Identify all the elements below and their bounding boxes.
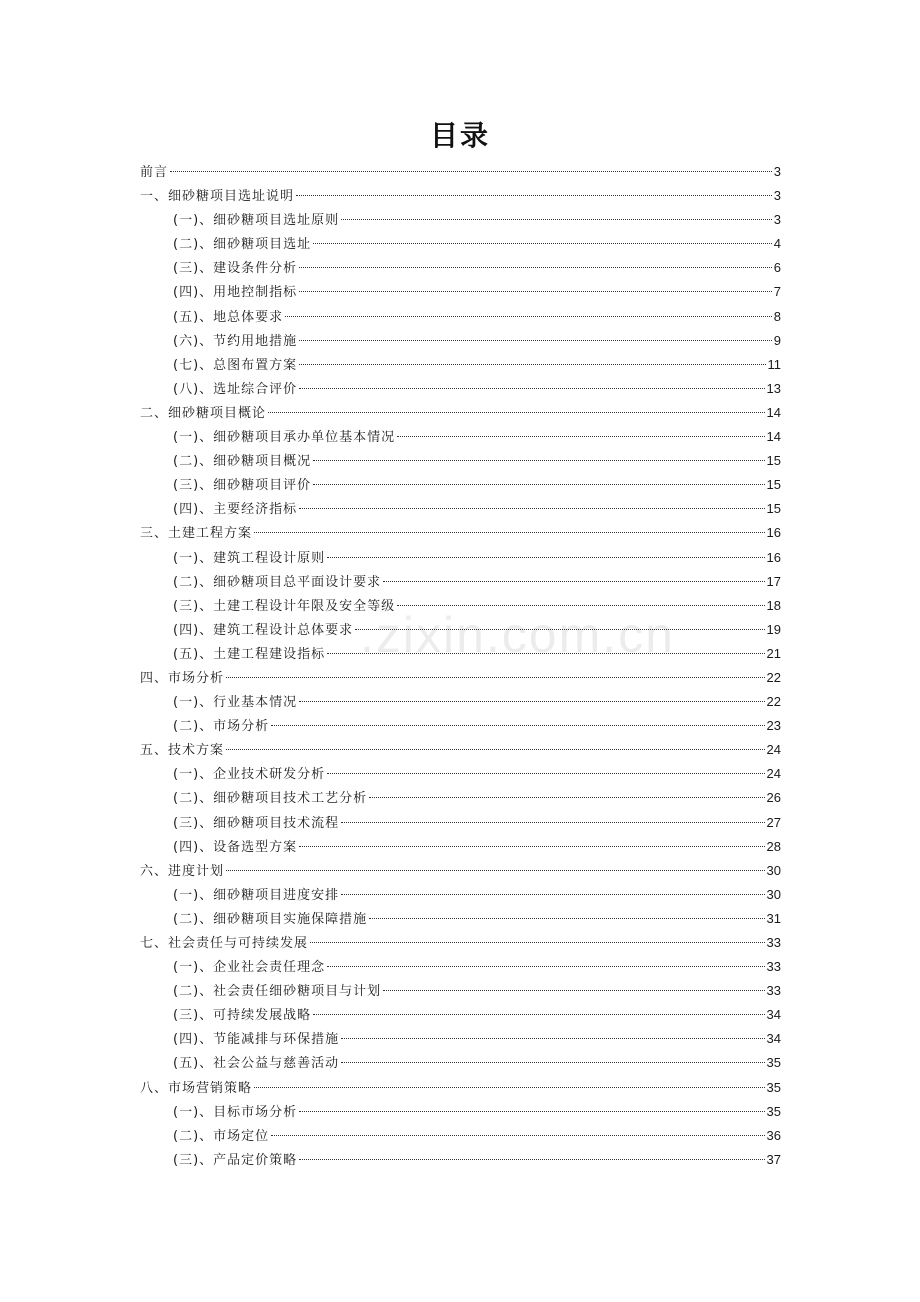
toc-section-entry[interactable] <box>140 256 781 280</box>
toc-dot-leader <box>313 1014 764 1015</box>
toc-dot-leader <box>285 316 772 317</box>
toc-entry-title: 四、市场分析 <box>140 670 225 686</box>
toc-page-number: 4 <box>773 236 781 252</box>
toc-chapter-entry[interactable] <box>140 1076 781 1100</box>
toc-entry-title: (一)、企业技术研发分析 <box>173 767 326 783</box>
toc-entry-title: 七、社会责任与可持续发展 <box>140 936 309 951</box>
toc-page-number: 22 <box>766 694 781 710</box>
toc-dot-leader <box>299 846 764 847</box>
toc-page-number: 15 <box>766 501 781 517</box>
toc-section-entry[interactable] <box>140 1003 781 1027</box>
toc-page-number: 27 <box>766 814 781 830</box>
toc-chapter-entry[interactable] <box>140 738 781 762</box>
toc-dot-leader <box>310 942 765 943</box>
toc-dot-leader <box>299 388 764 389</box>
toc-entry-title: (三)、可持续发展战略 <box>173 1008 312 1024</box>
toc-entry-title: (四)、节能减排与环保措施 <box>173 1032 340 1048</box>
toc-page-number: 3 <box>773 212 781 228</box>
toc-entry-title: 二、细砂糖项目概论 <box>140 405 267 421</box>
toc-page-number: 8 <box>773 308 781 324</box>
toc-dot-leader <box>299 267 772 268</box>
toc-section-entry[interactable] <box>140 594 781 618</box>
toc-dot-leader <box>383 581 764 582</box>
toc-entry-title: (三)、细砂糖项目技术流程 <box>173 815 340 831</box>
toc-section-entry[interactable] <box>140 377 781 401</box>
toc-dot-leader <box>327 966 764 967</box>
toc-page-number: 24 <box>766 742 781 758</box>
toc-dot-leader <box>296 195 772 196</box>
toc-entry-title: 前言 <box>140 165 169 180</box>
toc-section-entry[interactable] <box>140 1124 781 1148</box>
toc-page-number: 24 <box>766 766 781 782</box>
toc-page-number: 7 <box>773 284 781 300</box>
toc-section-entry[interactable] <box>140 473 781 497</box>
toc-entry-title: (五)、地总体要求 <box>173 309 284 325</box>
toc-page-number: 37 <box>766 1151 781 1167</box>
toc-chapter-entry[interactable] <box>140 184 781 208</box>
toc-section-entry[interactable] <box>140 955 781 979</box>
toc-chapter-entry[interactable] <box>140 521 781 545</box>
toc-entry-title: (二)、细砂糖项目技术工艺分析 <box>173 791 368 807</box>
toc-dot-leader <box>299 291 772 292</box>
toc-entry-title: (二)、社会责任细砂糖项目与计划 <box>173 984 382 1000</box>
toc-page-number: 26 <box>766 790 781 806</box>
toc-page-number: 13 <box>766 380 781 396</box>
toc-entry-title: (四)、建筑工程设计总体要求 <box>173 622 354 638</box>
toc-page-number: 14 <box>766 404 781 420</box>
toc-page-number: 9 <box>773 332 781 348</box>
toc-section-entry[interactable] <box>140 1148 781 1172</box>
toc-page-number: 33 <box>766 935 781 950</box>
toc-entry-title: (六)、节约用地措施 <box>173 333 298 349</box>
toc-dot-leader <box>355 629 764 630</box>
toc-page-number: 30 <box>766 886 781 902</box>
toc-entry-title: (一)、企业社会责任理念 <box>173 960 326 976</box>
toc-chapter-entry[interactable] <box>140 859 781 883</box>
toc-entry-title: (三)、产品定价策略 <box>173 1152 298 1168</box>
toc-page-number: 16 <box>766 549 781 565</box>
toc-section-entry[interactable] <box>140 979 781 1003</box>
toc-entry-title: 六、进度计划 <box>140 863 225 879</box>
toc-section-entry[interactable] <box>140 570 781 594</box>
toc-entry-title: (四)、设备选型方案 <box>173 839 298 855</box>
toc-page-number: 16 <box>766 525 781 541</box>
toc-section-entry[interactable] <box>140 1051 781 1075</box>
toc-dot-leader <box>327 653 764 654</box>
toc-entry-title: (二)、市场分析 <box>173 719 270 735</box>
toc-section-entry[interactable] <box>140 618 781 642</box>
toc-page-number: 18 <box>766 597 781 613</box>
toc-entry-title: (一)、细砂糖项目承办单位基本情况 <box>173 430 396 446</box>
toc-section-entry[interactable] <box>140 690 781 714</box>
toc-entry-title: (三)、建设条件分析 <box>173 261 298 277</box>
toc-section-entry[interactable] <box>140 811 781 835</box>
toc-section-entry[interactable] <box>140 497 781 521</box>
toc-page-number: 11 <box>767 356 781 372</box>
toc-entry-title: (八)、选址综合评价 <box>173 381 298 397</box>
toc-dot-leader <box>369 797 764 798</box>
toc-section-entry[interactable] <box>140 762 781 786</box>
toc-dot-leader <box>327 773 764 774</box>
toc-page-number: 23 <box>766 718 781 734</box>
toc-page-number: 31 <box>766 910 781 926</box>
toc-page-number: 21 <box>766 645 781 661</box>
toc-section-entry[interactable] <box>140 1100 781 1124</box>
toc-dot-leader <box>170 171 772 172</box>
toc-page-number: 33 <box>766 983 781 999</box>
toc-section-entry[interactable] <box>140 353 781 377</box>
toc-page-number: 22 <box>766 669 781 685</box>
toc-entry-title: (七)、总图布置方案 <box>173 357 298 373</box>
toc-dot-leader <box>299 364 765 365</box>
toc-chapter-entry[interactable] <box>140 931 781 955</box>
toc-dot-leader <box>299 701 764 702</box>
toc-section-entry[interactable] <box>140 546 781 570</box>
toc-section-entry[interactable] <box>140 208 781 232</box>
toc-page-number: 36 <box>766 1127 781 1143</box>
toc-section-entry[interactable] <box>140 280 781 304</box>
toc-dot-leader <box>383 990 764 991</box>
toc-dot-leader <box>313 243 772 244</box>
toc-section-entry[interactable] <box>140 425 781 449</box>
toc-entry-title: 八、市场营销策略 <box>140 1080 253 1096</box>
toc-dot-leader <box>397 436 764 437</box>
toc-page-number: 33 <box>766 959 781 975</box>
toc-page-number: 14 <box>766 429 781 445</box>
toc-page-number: 34 <box>766 1031 781 1047</box>
toc-page-number: 3 <box>773 188 781 204</box>
toc-page-number: 34 <box>766 1007 781 1023</box>
toc-page-number: 19 <box>766 621 781 637</box>
toc-page-number: 15 <box>766 477 781 493</box>
toc-entry-title: (一)、行业基本情况 <box>173 695 298 711</box>
toc-dot-leader <box>341 1038 764 1039</box>
toc-dot-leader <box>369 918 764 919</box>
toc-page-number: 35 <box>766 1055 781 1071</box>
toc-entry-title: (三)、土建工程设计年限及安全等级 <box>173 598 396 614</box>
toc-entry-title: (一)、细砂糖项目选址原则 <box>173 213 340 229</box>
toc-section-entry[interactable] <box>140 786 781 810</box>
toc-entry-title: (四)、用地控制指标 <box>173 285 298 301</box>
toc-dot-leader <box>226 677 765 678</box>
toc-title: 目录 <box>429 119 490 152</box>
toc-chapter-entry[interactable] <box>140 160 781 184</box>
toc-entry-title: (五)、土建工程建设指标 <box>173 646 326 662</box>
toc-page-number: 30 <box>766 862 781 878</box>
toc-entry-title: 一、细砂糖项目选址说明 <box>140 189 295 205</box>
toc-dot-leader <box>327 557 764 558</box>
toc-entry-title: 五、技术方案 <box>140 743 225 759</box>
toc-dot-leader <box>299 1159 764 1160</box>
toc-chapter-entry[interactable] <box>140 401 781 425</box>
toc-section-entry[interactable] <box>140 449 781 473</box>
toc-section-entry[interactable] <box>140 329 781 353</box>
toc-section-entry[interactable] <box>140 642 781 666</box>
toc-page-number: 3 <box>773 164 781 179</box>
toc-section-entry[interactable] <box>140 835 781 859</box>
toc-entry-title: (一)、建筑工程设计原则 <box>173 550 326 566</box>
toc-dot-leader <box>226 749 765 750</box>
toc-dot-leader <box>254 1087 765 1088</box>
toc-section-entry[interactable] <box>140 305 781 329</box>
toc-section-entry[interactable] <box>140 1027 781 1051</box>
toc-dot-leader <box>268 412 765 413</box>
toc-entry-title: (四)、主要经济指标 <box>173 502 298 518</box>
toc-entry-title: (一)、细砂糖项目进度安排 <box>173 887 340 903</box>
toc-dot-leader <box>397 605 764 606</box>
toc-dot-leader <box>313 460 764 461</box>
toc-dot-leader <box>341 219 772 220</box>
toc-dot-leader <box>299 340 772 341</box>
toc-list <box>140 160 781 1172</box>
toc-dot-leader <box>299 508 764 509</box>
toc-entry-title: (二)、细砂糖项目总平面设计要求 <box>173 574 382 590</box>
toc-entry-title: (三)、细砂糖项目评价 <box>173 478 312 494</box>
toc-entry-title: (二)、市场定位 <box>173 1128 270 1144</box>
toc-section-entry[interactable] <box>140 232 781 256</box>
toc-dot-leader <box>341 1062 764 1063</box>
toc-section-entry[interactable] <box>140 883 781 907</box>
toc-page-number: 35 <box>766 1079 781 1095</box>
toc-entry-title: (二)、细砂糖项目选址 <box>173 237 312 253</box>
toc-entry-title: (一)、目标市场分析 <box>173 1104 298 1120</box>
toc-dot-leader <box>341 894 764 895</box>
toc-dot-leader <box>299 1111 764 1112</box>
toc-dot-leader <box>271 1135 764 1136</box>
toc-dot-leader <box>254 532 765 533</box>
watermark-text: .zixin.com.cn <box>360 607 675 663</box>
toc-section-entry[interactable] <box>140 714 781 738</box>
toc-dot-leader <box>313 484 764 485</box>
toc-dot-leader <box>271 725 764 726</box>
toc-page-number: 35 <box>766 1103 781 1119</box>
toc-entry-title: 三、土建工程方案 <box>140 526 253 542</box>
toc-dot-leader <box>341 822 764 823</box>
toc-page-number: 6 <box>773 260 781 276</box>
toc-entry-title: (二)、细砂糖项目实施保障措施 <box>173 911 368 927</box>
toc-dot-leader <box>226 870 765 871</box>
toc-entry-title: (二)、细砂糖项目概况 <box>173 454 312 470</box>
toc-chapter-entry[interactable] <box>140 666 781 690</box>
toc-page-number: 17 <box>766 573 781 589</box>
toc-page-number: 15 <box>766 453 781 469</box>
toc-entry-title: (五)、社会公益与慈善活动 <box>173 1056 340 1072</box>
toc-section-entry[interactable] <box>140 907 781 931</box>
toc-page-number: 28 <box>766 838 781 854</box>
